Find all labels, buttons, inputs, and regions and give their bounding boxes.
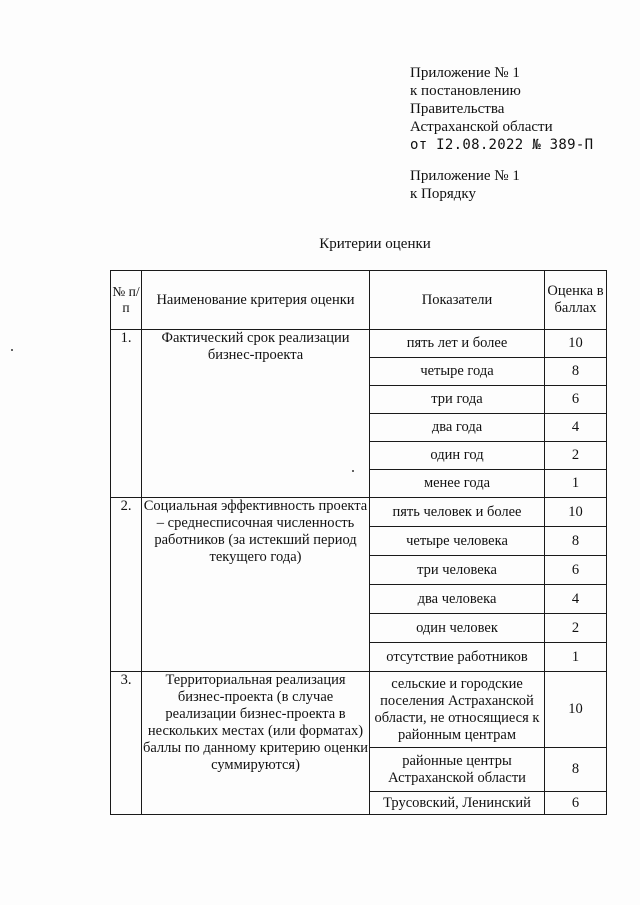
indicator-cell: отсутствие работников [370, 643, 545, 672]
region-label: Астраханской области [410, 119, 553, 135]
indicator-cell: пять человек и более [370, 498, 545, 527]
indicator-cell: три года [370, 386, 545, 414]
group-number: 2. [111, 498, 142, 672]
score-cell: 8 [545, 358, 607, 386]
criterion-name: Фактический срок реализации бизнес-проекта [142, 330, 370, 498]
criterion-name: Социальная эффективность проекта – среднесписочная численность работников (за истекший период текущего года) [142, 498, 370, 672]
page-title: Критерии оценки [319, 236, 431, 252]
indicator-cell: сельские и городские поселения Астраханской области, не относящиеся к районным центрам [370, 672, 545, 748]
score-cell: 10 [545, 330, 607, 358]
score-cell: 8 [545, 748, 607, 792]
resolution-date-number: от I2.08.2022 № 389-П [410, 137, 594, 153]
score-cell: 1 [545, 470, 607, 498]
indicator-cell: один человек [370, 614, 545, 643]
indicator-cell: два года [370, 414, 545, 442]
score-cell: 8 [545, 527, 607, 556]
government-label: Правительства [410, 101, 505, 117]
column-header-number: № п/п [111, 271, 142, 330]
scan-speck [11, 349, 13, 351]
to-procedure-label: к Порядку [410, 186, 476, 202]
criteria-table [110, 270, 607, 815]
indicator-cell: пять лет и более [370, 330, 545, 358]
column-header-score: Оценка в баллах [545, 271, 607, 330]
table-row [111, 330, 607, 358]
indicator-cell: четыре года [370, 358, 545, 386]
criterion-name: Территориальная реализация бизнес-проекта (в случае реализации бизнес-проекта в нескольких местах (или форматах) баллы по данному критерию оценки суммируются) [142, 672, 370, 815]
group-number: 1. [111, 330, 142, 498]
group-number: 3. [111, 672, 142, 815]
indicator-cell: один год [370, 442, 545, 470]
table-header-row [111, 271, 607, 330]
appendix-label: Приложение № 1 [410, 65, 520, 81]
to-resolution-label: к постановлению [410, 83, 521, 99]
indicator-cell: два человека [370, 585, 545, 614]
score-cell: 6 [545, 386, 607, 414]
score-cell: 4 [545, 585, 607, 614]
table-row [111, 672, 607, 748]
indicator-cell: районные центры Астраханской области [370, 748, 545, 792]
score-cell: 2 [545, 442, 607, 470]
scan-speck [352, 470, 354, 472]
column-header-indicators: Показатели [370, 271, 545, 330]
score-cell: 10 [545, 498, 607, 527]
appendix-label-2: Приложение № 1 [410, 168, 520, 184]
score-cell: 6 [545, 556, 607, 585]
score-cell: 2 [545, 614, 607, 643]
score-cell: 1 [545, 643, 607, 672]
indicator-cell: три человека [370, 556, 545, 585]
score-cell: 10 [545, 672, 607, 748]
indicator-cell: Трусовский, Ленинский [370, 792, 545, 815]
score-cell: 6 [545, 792, 607, 815]
indicator-cell: четыре человека [370, 527, 545, 556]
table-row [111, 498, 607, 527]
indicator-cell: менее года [370, 470, 545, 498]
score-cell: 4 [545, 414, 607, 442]
document-header [410, 64, 593, 203]
column-header-criterion: Наименование критерия оценки [142, 271, 370, 330]
